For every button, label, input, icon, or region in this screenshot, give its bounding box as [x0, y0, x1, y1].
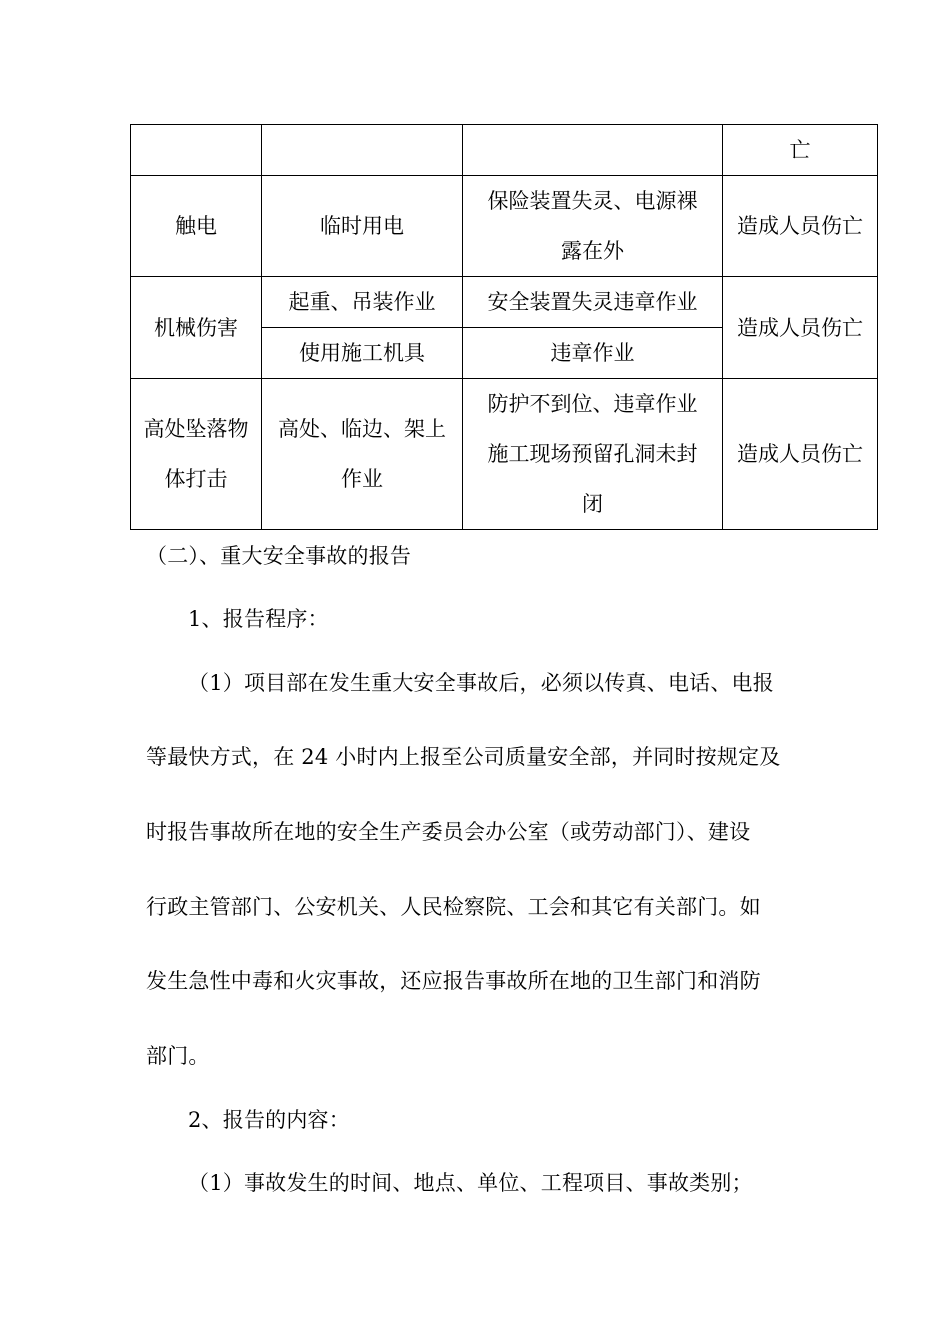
cell-line: 闭	[582, 492, 603, 516]
item2-title: 2、报告的内容：	[188, 1108, 350, 1132]
table-cell	[262, 125, 463, 176]
table-row	[131, 125, 878, 176]
paragraph-line: （1）项目部在发生重大安全事故后，必须以传真、电话、电报	[188, 671, 774, 695]
cell-line: 防护不到位、违章作业	[487, 392, 698, 416]
table-cell: 亡	[723, 125, 878, 176]
table-cell: 起重、吊装作业	[262, 277, 463, 328]
table-cell: 机械伤害	[131, 277, 262, 379]
table-row	[131, 176, 878, 277]
table-cell	[131, 379, 262, 530]
cell-line: 作业	[341, 467, 383, 491]
table-cell	[463, 379, 723, 530]
table-row	[131, 379, 878, 530]
cell-line: 高处坠落物	[143, 417, 249, 441]
table-cell	[262, 379, 463, 530]
cell-line: 高处、临边、架上	[278, 417, 446, 441]
paragraph-line: 等最快方式，在 24 小时内上报至公司质量安全部，并同时按规定及	[146, 745, 781, 769]
table-cell: 违章作业	[463, 328, 723, 379]
table-cell	[131, 125, 262, 176]
paragraph-line: 行政主管部门、公安机关、人民检察院、工会和其它有关部门。如	[146, 895, 761, 919]
table-cell: 临时用电	[262, 176, 463, 277]
item2-subitem: （1）事故发生的时间、地点、单位、工程项目、事故类别；	[188, 1171, 753, 1195]
table-cell: 安全装置失灵违章作业	[463, 277, 723, 328]
item1-title: 1、报告程序：	[188, 607, 329, 631]
cell-line: 保险装置失灵、电源裸	[487, 189, 698, 213]
table-cell: 造成人员伤亡	[723, 379, 878, 530]
cell-line: 施工现场预留孔洞未封	[487, 442, 698, 466]
paragraph-line: 部门。	[146, 1044, 210, 1068]
table-cell: 使用施工机具	[262, 328, 463, 379]
hazard-table	[130, 124, 878, 530]
cell-line: 体打击	[164, 467, 228, 491]
table-cell	[463, 176, 723, 277]
table-cell: 造成人员伤亡	[723, 176, 878, 277]
paragraph-line: 时报告事故所在地的安全生产委员会办公室（或劳动部门）、建设	[146, 820, 751, 844]
table-cell	[463, 125, 723, 176]
table-cell: 触电	[131, 176, 262, 277]
table-cell: 造成人员伤亡	[723, 277, 878, 379]
table-row	[131, 277, 878, 328]
section-title: （二）、重大安全事故的报告	[146, 544, 412, 568]
cell-line: 露在外	[561, 239, 624, 263]
paragraph-line: 发生急性中毒和火灾事故，还应报告事故所在地的卫生部门和消防	[146, 969, 761, 993]
